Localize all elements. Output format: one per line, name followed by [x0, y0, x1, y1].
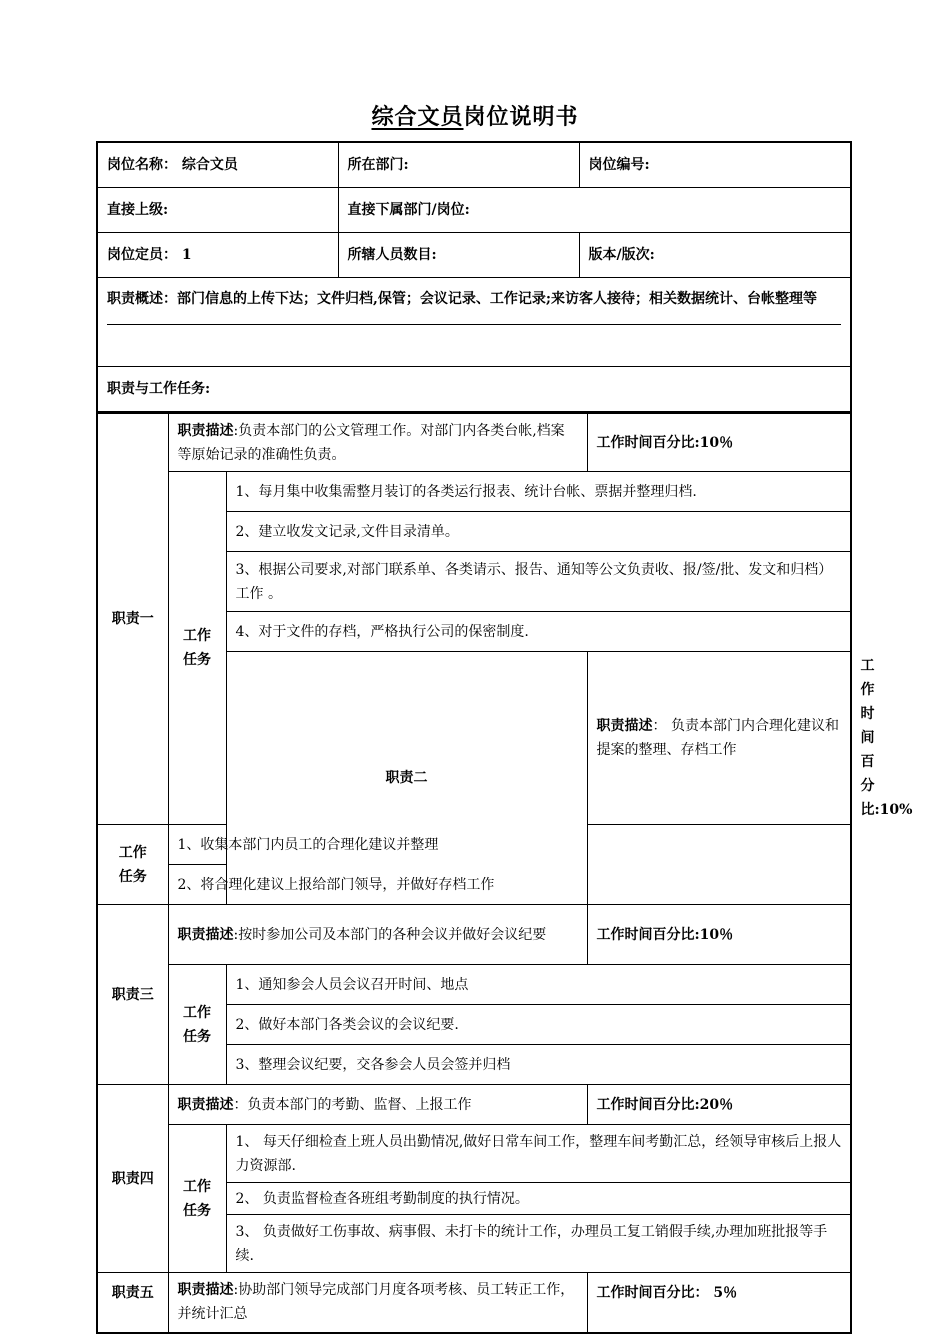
duty-5-desc-label: 职责描述 — [177, 1282, 234, 1299]
duty-4-desc-label: 职责描述 — [177, 1096, 234, 1113]
duty-5-label: 职责五 — [97, 1273, 168, 1333]
headcount-cell — [97, 233, 338, 278]
duty-5-desc-text: :协助部门领导完成部门月度各项考核、员工转正工作，并统计汇总 — [177, 1282, 575, 1323]
duty-4-percentage: 工作时间百分比:20％ — [587, 1085, 851, 1125]
summary-row — [97, 278, 851, 367]
department-cell: 所在部门: — [338, 142, 579, 188]
summary-cell — [97, 278, 851, 367]
title-underlined-part: 综合文员 — [371, 104, 464, 130]
duty-3-desc — [168, 905, 587, 965]
duty-4-desc-text: ：负责本部门的考勤、监督、上报工作 — [233, 1096, 472, 1113]
duty-1-task-2: 2、建立收发文记录,文件目录清单。 — [226, 512, 851, 552]
duty-2-task-row — [97, 865, 851, 905]
duty-4-task-label: 工作 任务 — [168, 1125, 226, 1273]
duty-3-percentage: 工作时间百分比:10％ — [587, 905, 851, 965]
duty-2-desc-row: 职责二 职责描述： 负责本部门内合理化建议和提案的整理、存档工作 工作时间百分比:10% — [97, 652, 851, 825]
duty-3-task-label: 工作 任务 — [168, 965, 226, 1085]
duty-3-desc-text: :按时参加公司及本部门的各种会议并做好会议纪要 — [233, 926, 547, 943]
duty-1-task-label: 工作 任务 — [168, 472, 226, 825]
duty-5-percentage: 工作时间百分比： 5％ — [587, 1273, 851, 1333]
version-cell: 版本/版次: — [579, 233, 851, 278]
summary-text: 部门信息的上传下达；文件归档,保管；会议记录、工作记录;来访客人接待；相关数据统计、台帐整理等 — [177, 291, 818, 307]
duty-2-task-row — [97, 825, 851, 865]
position-name-label: 岗位名称： — [107, 157, 177, 173]
duty-5-desc — [168, 1273, 587, 1333]
job-description-form — [96, 141, 913, 1334]
header-table — [96, 141, 852, 413]
duty-4-desc — [168, 1085, 587, 1125]
duty-5-desc-row — [97, 1273, 851, 1333]
duty-1-task-3: 3、根据公司要求,对部门联系单、各类请示、报告、通知等公文负责收、报/签/批、发文和归档）工作 。 — [226, 552, 851, 612]
title-rest: 岗位说明书 — [463, 104, 579, 130]
duty-4-desc-row — [97, 1085, 851, 1125]
duty-1-task-1: 1、每月集中收集需整月装订的各类运行报表、统计台帐、票据并整理归档. — [226, 472, 851, 512]
direct-superior-cell: 直接上级: — [97, 188, 338, 233]
duty-3-task-3: 3、整理会议纪要，交各参会人员会签并归档 — [226, 1045, 851, 1085]
summary-divider — [107, 324, 841, 325]
duty-1-task-row — [97, 472, 851, 512]
duty-4-task-1: 1、 每天仔细检查上班人员出勤情况,做好日常车间工作，整理车间考勤汇总，经领导审核后上报人力资源部. — [226, 1125, 851, 1183]
duty-1-desc-label: 职责描述 — [177, 422, 234, 439]
duty-2-task-1: 1、收集本部门内员工的合理化建议并整理 — [168, 825, 587, 865]
staff-count-cell: 所辖人员数目: — [338, 233, 579, 278]
duty-4-task-row — [97, 1125, 851, 1183]
duty-1-desc-text: :负责本部门的公文管理工作。对部门内各类台帐,档案等原始记录的准确性负责。 — [177, 422, 565, 463]
header-row-1 — [97, 142, 851, 188]
document-title — [0, 100, 950, 131]
duty-2-task-2: 2、将合理化建议上报给部门领导，并做好存档工作 — [168, 865, 587, 905]
duty-1-task-4: 4、对于文件的存档，严格执行公司的保密制度. — [226, 612, 851, 652]
header-row-2 — [97, 188, 851, 233]
duty-4-task-2: 2、 负责监督检查各班组考勤制度的执行情况。 — [226, 1183, 851, 1215]
duty-3-task-2: 2、做好本部门各类会议的会议纪要. — [226, 1005, 851, 1045]
duties-table — [96, 413, 913, 1334]
duty-3-desc-row — [97, 905, 851, 965]
duty-2-label: 职责二 — [226, 652, 587, 905]
position-code-cell: 岗位编号: — [579, 142, 851, 188]
header-row-3 — [97, 233, 851, 278]
position-name-cell — [97, 142, 338, 188]
direct-subordinate-cell: 直接下属部门/岗位: — [338, 188, 851, 233]
duty-4-label: 职责四 — [97, 1085, 168, 1273]
section-title: 职责与工作任务: — [97, 367, 851, 413]
duty-2-task-label: 工作 任务 — [97, 825, 168, 905]
section-title-row — [97, 367, 851, 413]
duty-2-desc-text: ： 负责本部门内合理化建议和提案的整理、存档工作 — [596, 718, 839, 758]
position-name-value: 综合文员 — [181, 157, 238, 173]
duty-3-task-row — [97, 965, 851, 1005]
duty-4-task-3: 3、 负责做好工伤事故、病事假、未打卡的统计工作，办理员工复工销假手续,办理加班批报等手续. — [226, 1215, 851, 1273]
duty-2-desc — [587, 652, 851, 825]
duty-1-label: 职责一 — [97, 414, 168, 825]
headcount-label: 岗位定员： — [107, 247, 177, 263]
duty-3-task-1: 1、通知参会人员会议召开时间、地点 — [226, 965, 851, 1005]
duty-3-desc-label: 职责描述 — [177, 926, 234, 943]
duty-1-percentage: 工作时间百分比:10％ — [587, 414, 851, 472]
duty-1-desc-row — [97, 414, 851, 472]
headcount-value: 1 — [181, 247, 192, 263]
duty-2-desc-label: 职责描述 — [596, 718, 653, 734]
duty-3-label: 职责三 — [97, 905, 168, 1085]
duty-1-desc — [168, 414, 587, 472]
summary-label: 职责概述： — [107, 291, 177, 307]
